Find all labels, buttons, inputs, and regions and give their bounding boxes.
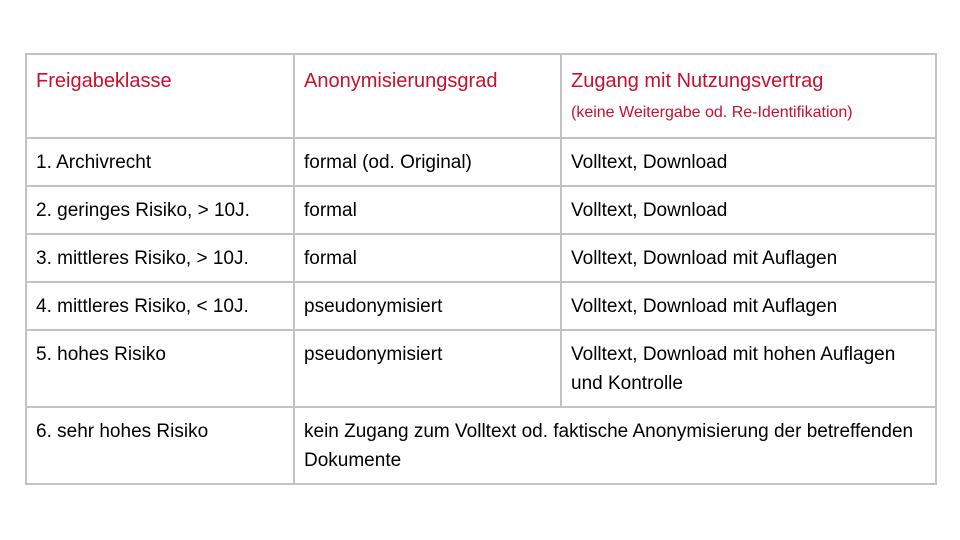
header-zugang-note: (keine Weitergabe od. Re-Identifikation) xyxy=(571,104,853,121)
header-anonymisierungsgrad: Anonymisierungsgrad xyxy=(294,54,561,138)
table-row xyxy=(26,330,936,407)
table-row xyxy=(26,407,936,484)
cell-anonymisierungsgrad: formal xyxy=(294,186,561,234)
cell-zugang: Volltext, Download xyxy=(561,186,936,234)
cell-zugang: Volltext, Download mit Auflagen xyxy=(561,282,936,330)
cell-zugang: Volltext, Download mit Auflagen xyxy=(561,234,936,282)
table-row xyxy=(26,138,936,186)
cell-zugang: Volltext, Download xyxy=(561,138,936,186)
cell-anonymisierungsgrad: pseudonymisiert xyxy=(294,330,561,407)
cell-freigabeklasse: 2. geringes Risiko, > 10J. xyxy=(26,186,294,234)
cell-anonymisierungsgrad: formal xyxy=(294,234,561,282)
table-header-row xyxy=(26,54,936,138)
cell-merged-zugang: kein Zugang zum Volltext od. faktische Anonymisierung der betreffenden Dokumente xyxy=(294,407,936,484)
table-row xyxy=(26,282,936,330)
cell-freigabeklasse: 1. Archivrecht xyxy=(26,138,294,186)
cell-freigabeklasse: 4. mittleres Risiko, < 10J. xyxy=(26,282,294,330)
header-zugang: Zugang mit Nutzungsvertrag xyxy=(571,70,824,92)
cell-anonymisierungsgrad: pseudonymisiert xyxy=(294,282,561,330)
cell-anonymisierungsgrad: formal (od. Original) xyxy=(294,138,561,186)
table-row xyxy=(26,234,936,282)
header-zugang-cell xyxy=(561,54,936,138)
cell-zugang: Volltext, Download mit hohen Auflagen und Kontrolle xyxy=(561,330,936,407)
cell-freigabeklasse: 6. sehr hohes Risiko xyxy=(26,407,294,484)
cell-freigabeklasse: 5. hohes Risiko xyxy=(26,330,294,407)
cell-freigabeklasse: 3. mittleres Risiko, > 10J. xyxy=(26,234,294,282)
table-row xyxy=(26,186,936,234)
release-class-table xyxy=(25,53,937,485)
header-freigabeklasse: Freigabeklasse xyxy=(26,54,294,138)
